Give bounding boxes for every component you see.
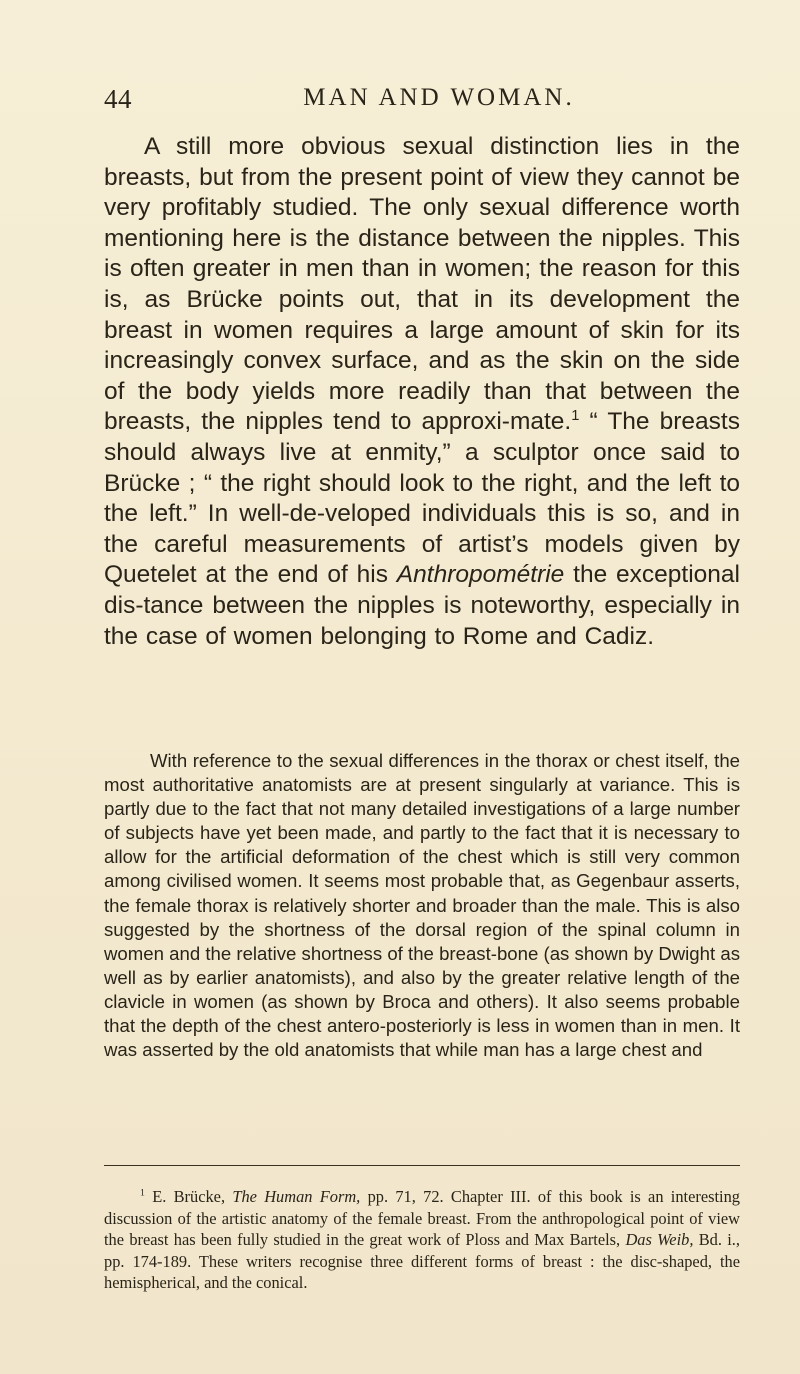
footnote-marker: 1 — [140, 1187, 145, 1199]
main-paragraph — [104, 132, 740, 652]
footnote-italic-title-1: The Human Form, — [232, 1187, 361, 1206]
header-title: MAN AND WOMAN. — [303, 84, 575, 111]
main-paragraph-text-2: “ The breasts should always live at enmity,” a sculptor once said to Brücke ; “ the right should look to the right, and the left to the left.” In well-de-veloped individuals this is so, and in the careful measurements of artist’s models given by Quetelet at the end of his — [104, 408, 740, 589]
running-header — [104, 84, 734, 120]
footnote-text-3: Bd. i., pp. 174-189. These writers recognise three different forms of breast : the disc-shaped, the hemispherical, and the conical. — [104, 1230, 741, 1292]
main-paragraph-text-3: the exceptional dis-tance between the nipples is noteworthy, especially in the case of women belonging to Rome and Cadiz. — [104, 561, 741, 650]
footnote-text-2: pp. 71, 72. Chapter III. of this book is an interesting discussion of the artistic anatomy of the female breast. From the anthropological point of view the breast has been fully studied in the great work of Ploss and Max Bartels, — [104, 1187, 740, 1249]
main-paragraph-text-1: A still more obvious sexual distinction lies in the breasts, but from the present point of view they cannot be very profitably studied. The only sexual difference worth mentioning here is the distance between the nipples. This is often greater in men than in women; the reason for this is, as Brücke points out, that in its development the breast in women requires a large amount of skin for its increasingly convex surface, and as the skin on the side of the body yields more readily than that between the breasts, the nipples tend to approxi-mate. — [104, 133, 740, 436]
footnote — [104, 1186, 740, 1294]
secondary-paragraph: With reference to the sexual differences in the thorax or chest itself, the most authoritative anatomists are at present singularly at variance. This is partly due to the fact that not many detailed investigations of a large number of subjects have yet been made, and partly to the fact that it is necessary to allow for the artificial deformation of the chest which is still very common among civilised women. It seems most probable that, as Gegenbaur asserts, the female thorax is relatively shorter and broader than the male. This is also suggested by the shortness of the dorsal region of the spinal column in women and the relative shortness of the breast-bone (as shown by Dwight as well as by earlier anatomists), and also by the greater relative length of the clavicle in women (as shown by Broca and others). It also seems probable that the depth of the chest antero-posteriorly is less in women than in men. It was asserted by the old anatomists that while man has a large chest and — [104, 750, 740, 1061]
footnote-reference: 1 — [571, 408, 580, 425]
page-number: 44 — [104, 84, 132, 114]
footnote-divider — [104, 1165, 740, 1166]
book-title-italic: Anthropométrie — [396, 561, 565, 589]
footnote-text-1: E. Brücke, — [144, 1187, 233, 1206]
footnote-italic-title-2: Das Weib, — [625, 1230, 694, 1249]
